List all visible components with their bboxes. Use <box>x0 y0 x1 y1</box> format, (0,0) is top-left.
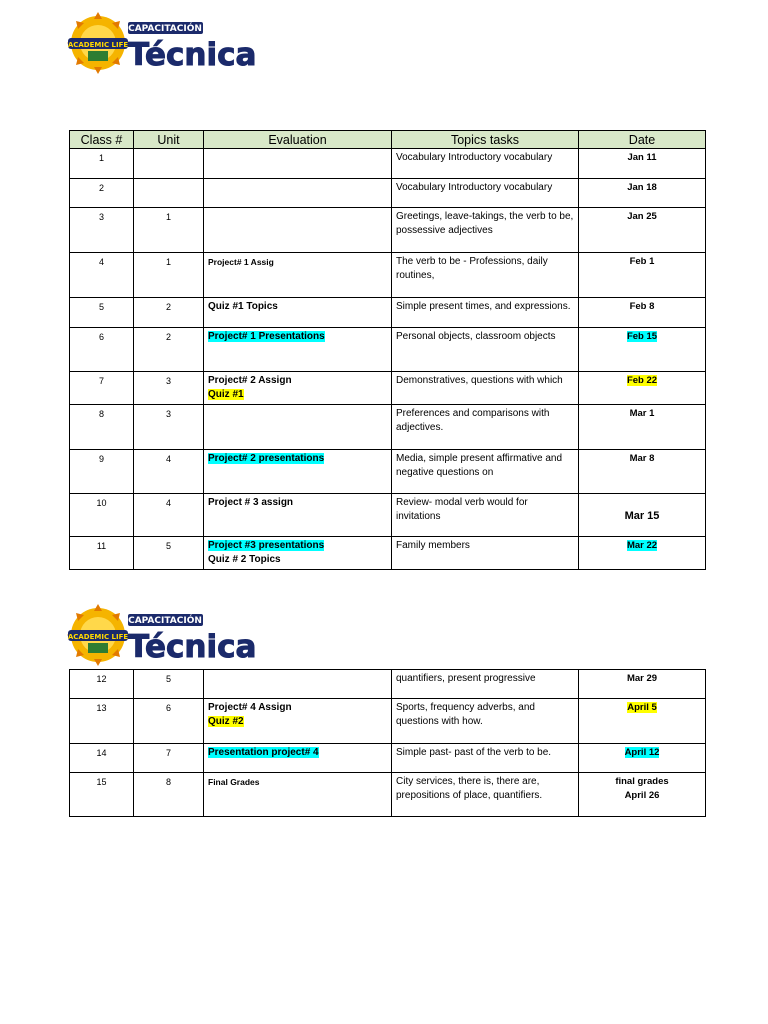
class-cell: 13 <box>70 699 134 744</box>
topic-cell: Media, simple present affirmative and negative questions on <box>392 450 579 494</box>
topic-cell: Simple past- past of the verb to be. <box>392 744 579 773</box>
evaluation-cell <box>204 494 392 537</box>
date-text: Mar 8 <box>629 453 655 464</box>
class-cell: 15 <box>70 773 134 817</box>
evaluation-text: Final Grades <box>208 777 260 787</box>
table-row <box>70 298 706 328</box>
header-class: Class # <box>70 131 134 149</box>
table-row <box>70 179 706 208</box>
class-cell: 4 <box>70 253 134 298</box>
topic-cell: Greetings, leave-takings, the verb to be, possessive adjectives <box>392 208 579 253</box>
topic-cell: Personal objects, classroom objects <box>392 328 579 372</box>
date-text: Mar 15 <box>624 510 660 522</box>
topic-cell: Simple present times, and expressions. <box>392 298 579 328</box>
evaluation-cell <box>204 773 392 817</box>
topic-cell: City services, there is, there are, prepositions of place, quantifiers. <box>392 773 579 817</box>
unit-cell: 8 <box>134 773 204 817</box>
date-cell <box>579 179 706 208</box>
date-cell <box>579 298 706 328</box>
evaluation-cell <box>204 253 392 298</box>
date-text: Feb 8 <box>629 301 655 312</box>
schedule-table-1 <box>69 130 706 570</box>
logo-bottom <box>67 602 257 666</box>
topic-cell: Vocabulary Introductory vocabulary <box>392 149 579 179</box>
table-row <box>70 773 706 817</box>
unit-cell: 6 <box>134 699 204 744</box>
date-cell <box>579 670 706 699</box>
class-cell: 6 <box>70 328 134 372</box>
unit-cell: 4 <box>134 494 204 537</box>
date-text: April 5 <box>627 702 657 713</box>
logo-main-text: Técnica <box>128 629 257 665</box>
class-cell: 7 <box>70 372 134 405</box>
date-cell <box>579 773 706 817</box>
date-cell <box>579 372 706 405</box>
date-cell <box>579 149 706 179</box>
date-text: Jan 18 <box>627 182 657 193</box>
table-row <box>70 372 706 405</box>
unit-cell: 3 <box>134 372 204 405</box>
evaluation-cell <box>204 149 392 179</box>
evaluation-text: Project# 4 Assign <box>208 702 292 713</box>
table-row <box>70 450 706 494</box>
evaluation-cell <box>204 372 392 405</box>
evaluation-cell <box>204 179 392 208</box>
date-cell <box>579 328 706 372</box>
topic-cell: Vocabulary Introductory vocabulary <box>392 179 579 208</box>
class-cell: 12 <box>70 670 134 699</box>
unit-cell: 4 <box>134 450 204 494</box>
table-row <box>70 699 706 744</box>
evaluation-cell <box>204 208 392 253</box>
date-cell <box>579 744 706 773</box>
table-row <box>70 208 706 253</box>
evaluation-text: Project # 3 assign <box>208 497 294 508</box>
header-topics: Topics tasks <box>392 131 579 149</box>
unit-cell: 5 <box>134 670 204 699</box>
date-text: Jan 25 <box>627 211 657 222</box>
table-row <box>70 253 706 298</box>
evaluation-cell <box>204 670 392 699</box>
date-text: Mar 22 <box>626 540 658 551</box>
evaluation-text-2: Quiz #2 <box>208 716 244 727</box>
class-cell: 1 <box>70 149 134 179</box>
class-cell: 2 <box>70 179 134 208</box>
table-row <box>70 328 706 372</box>
topic-cell: quantifiers, present progressive <box>392 670 579 699</box>
evaluation-text: Project# 2 Assign <box>208 375 292 386</box>
date-text: Feb 1 <box>629 256 655 267</box>
date-cell <box>579 494 706 537</box>
table-row <box>70 494 706 537</box>
class-cell: 8 <box>70 405 134 450</box>
header-evaluation: Evaluation <box>204 131 392 149</box>
logo-top <box>67 10 257 74</box>
evaluation-text: Quiz #1 Topics <box>208 301 278 312</box>
evaluation-cell <box>204 537 392 570</box>
evaluation-cell <box>204 744 392 773</box>
date-text: final grades <box>615 776 669 787</box>
logo-top-text: CAPACITACIÓN <box>128 616 202 626</box>
date-text: Mar 29 <box>626 673 658 684</box>
date-text: Mar 1 <box>629 408 655 419</box>
evaluation-cell <box>204 298 392 328</box>
academic-logo-icon <box>67 602 257 666</box>
class-cell: 14 <box>70 744 134 773</box>
logo-main-text: Técnica <box>128 37 257 73</box>
date-cell <box>579 405 706 450</box>
evaluation-text: Project #3 presentations <box>208 540 325 551</box>
table-row <box>70 405 706 450</box>
topic-cell: Demonstratives, questions with which <box>392 372 579 405</box>
evaluation-text: Project# 1 Assig <box>208 257 274 267</box>
date-text: Feb 15 <box>626 331 658 342</box>
unit-cell <box>134 149 204 179</box>
class-cell: 9 <box>70 450 134 494</box>
evaluation-text: Project# 1 Presentations <box>208 331 325 342</box>
evaluation-text-2: Quiz # 2 Topics <box>208 554 281 565</box>
topic-cell: Family members <box>392 537 579 570</box>
table-row <box>70 537 706 570</box>
class-cell: 3 <box>70 208 134 253</box>
evaluation-cell <box>204 699 392 744</box>
unit-cell: 1 <box>134 208 204 253</box>
svg-text:ACADEMIC LIFE: ACADEMIC LIFE <box>67 633 129 641</box>
topic-cell: Review- modal verb would for invitations <box>392 494 579 537</box>
schedule-table-2 <box>69 669 706 817</box>
unit-cell: 1 <box>134 253 204 298</box>
table-row <box>70 149 706 179</box>
date-text-2: April 26 <box>624 790 660 801</box>
unit-cell: 7 <box>134 744 204 773</box>
class-cell: 5 <box>70 298 134 328</box>
date-cell <box>579 253 706 298</box>
unit-cell: 2 <box>134 328 204 372</box>
header-date: Date <box>579 131 706 149</box>
class-cell: 10 <box>70 494 134 537</box>
date-cell <box>579 208 706 253</box>
topic-cell: The verb to be - Professions, daily routines, <box>392 253 579 298</box>
academic-logo-icon <box>67 10 257 74</box>
date-text: Feb 22 <box>626 375 658 386</box>
table-row <box>70 670 706 699</box>
unit-cell <box>134 179 204 208</box>
table-row <box>70 744 706 773</box>
evaluation-cell <box>204 450 392 494</box>
date-text: April 12 <box>624 747 660 758</box>
logo-top-text: CAPACITACIÓN <box>128 24 202 34</box>
evaluation-text: Project# 2 presentations <box>208 453 325 464</box>
table-header-row <box>70 131 706 149</box>
evaluation-cell <box>204 405 392 450</box>
unit-cell: 2 <box>134 298 204 328</box>
svg-text:ACADEMIC LIFE: ACADEMIC LIFE <box>67 41 129 49</box>
unit-cell: 3 <box>134 405 204 450</box>
date-cell <box>579 450 706 494</box>
topic-cell: Preferences and comparisons with adjectives. <box>392 405 579 450</box>
topic-cell: Sports, frequency adverbs, and questions with how. <box>392 699 579 744</box>
date-cell <box>579 537 706 570</box>
header-unit: Unit <box>134 131 204 149</box>
unit-cell: 5 <box>134 537 204 570</box>
evaluation-text-2: Quiz #1 <box>208 389 244 400</box>
date-text: Jan 11 <box>627 152 657 163</box>
evaluation-cell <box>204 328 392 372</box>
date-cell <box>579 699 706 744</box>
class-cell: 11 <box>70 537 134 570</box>
evaluation-text: Presentation project# 4 <box>208 747 319 758</box>
